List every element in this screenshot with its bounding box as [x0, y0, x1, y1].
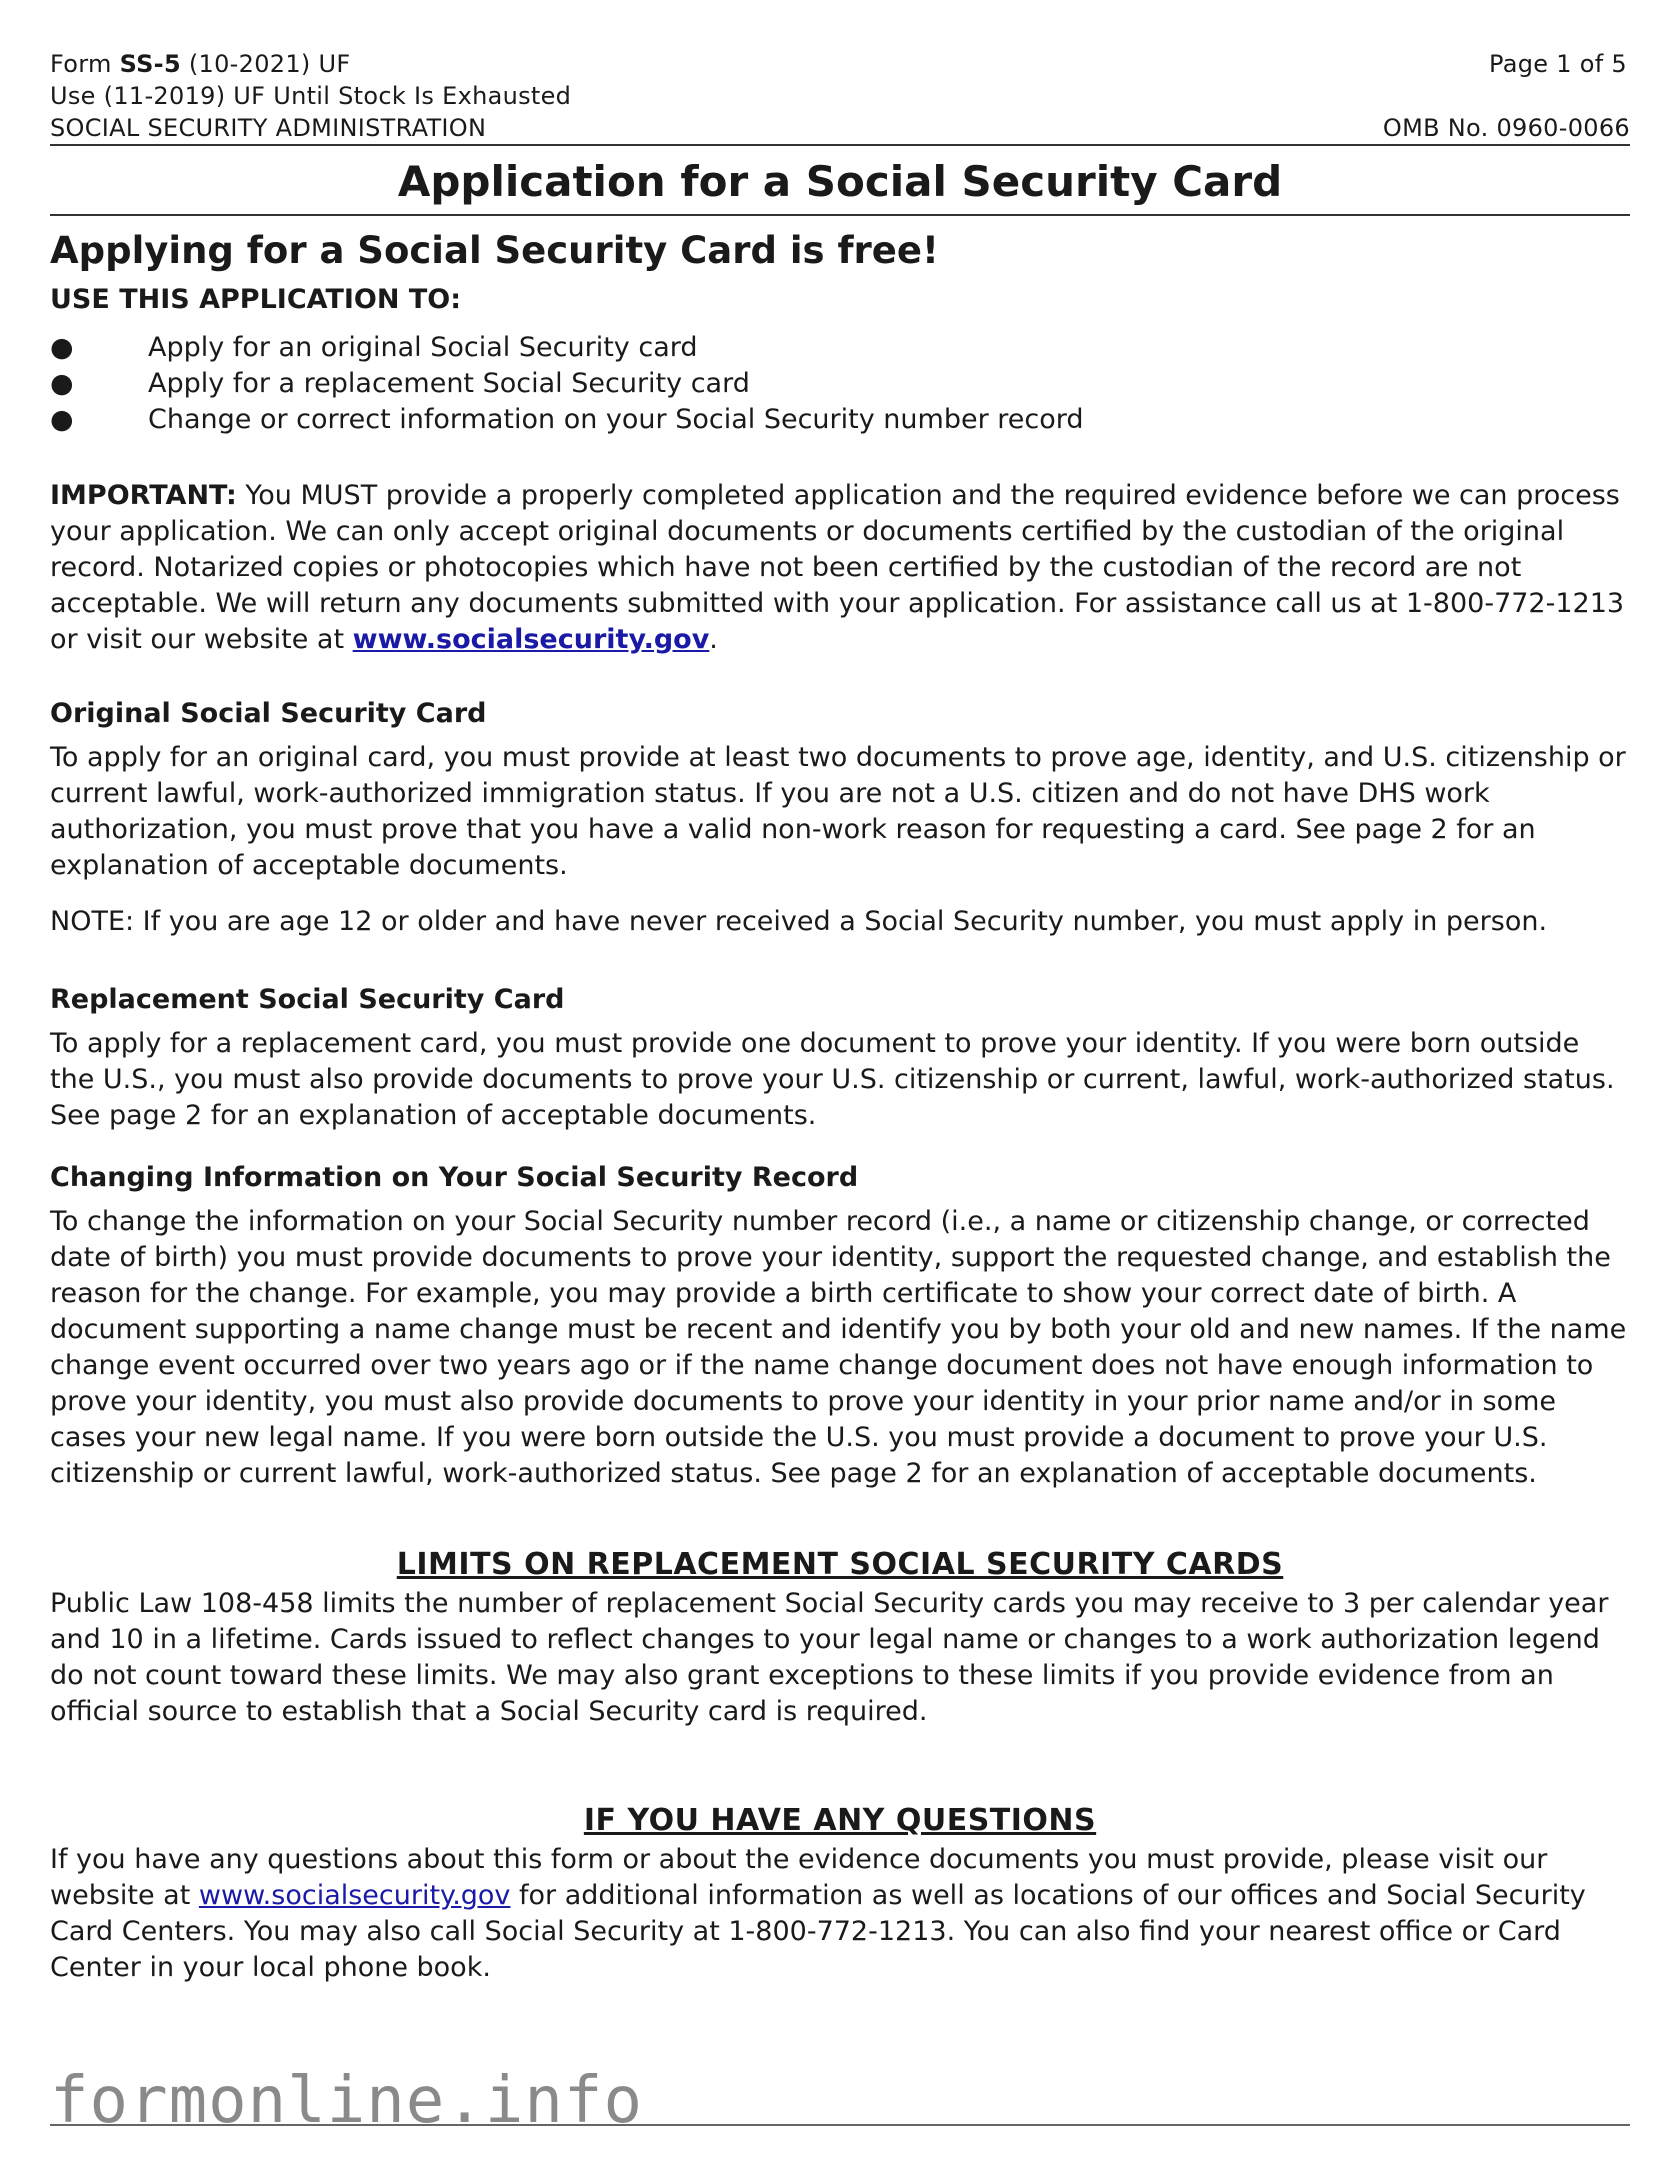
list-item: [50, 366, 1630, 402]
header-right: [1383, 48, 1630, 144]
questions-text-after: for additional information as well as locations of our offices and Social Security Card Centers. You may also call Social Security at 1-800-772-1213. You can also find your nearest office or Card Center in your local phone book.: [50, 1880, 1586, 1983]
original-card-heading: Original Social Security Card: [50, 698, 487, 729]
important-paragraph: [50, 478, 1630, 658]
watermark: formonline.info: [50, 2064, 643, 2138]
original-card-note: NOTE: If you are age 12 or older and have never received a Social Security number, you must apply in person.: [50, 906, 1548, 937]
list-item: [50, 330, 1630, 366]
limits-heading: LIMITS ON REPLACEMENT SOCIAL SECURITY CARDS: [396, 1547, 1284, 1582]
bullet-icon: ●: [50, 368, 74, 399]
use-heading: USE THIS APPLICATION TO:: [50, 284, 462, 315]
form-prefix: Form: [50, 50, 120, 78]
questions-text: [50, 1842, 1630, 1986]
agency-name: SOCIAL SECURITY ADMINISTRATION: [50, 114, 487, 142]
changing-info-text: To change the information on your Social Security number record (i.e., a name or citizenship change, or corrected date of birth) you must provide documents to prove your identity, support the requested change, and establish the reason for the change. For example, you may provide a birth certificate to show your correct date of birth. A document supporting a name change must be recent and identify you by both your old and new names. If the name change event occurred over two years ago or if the name change document does not have enough information to prove your identity, you must also provide documents to prove your identity in your prior name and/or in some cases your new legal name. If you were born outside the U.S. you must provide a document to prove your U.S. citizenship or current lawful, work-authorized status. See page 2 for an explanation of acceptable documents.: [50, 1206, 1627, 1489]
important-end: .: [709, 624, 718, 655]
original-card-text: To apply for an original card, you must provide at least two documents to prove age, identity, and U.S. citizenship or current lawful, work-authorized immigration status. If you are not a U.S. citizen and do not have DHS work authorization, you must prove that you have a valid non-work reason for requesting a card. See page 2 for an explanation of acceptable documents.: [50, 742, 1626, 881]
omb-number: OMB No. 0960-0066: [1382, 114, 1630, 142]
changing-info-heading: Changing Information on Your Social Security Record: [50, 1162, 859, 1193]
replacement-card-text: To apply for a replacement card, you must provide one document to prove your identity. If you were born outside the U.S., you must also provide documents to prove your U.S. citizenship or current, lawful, work-authorized status. See page 2 for an explanation of acceptable documents.: [50, 1028, 1615, 1131]
limits-text: Public Law 108-458 limits the number of replacement Social Security cards you may receive to 3 per calendar year and 10 in a lifetime. Cards issued to reflect changes to your legal name or changes to a work authorization legend do not count toward these limits. We may also grant exceptions to these limits if you provide evidence from an official source to establish that a Social Security card is required.: [50, 1588, 1609, 1727]
free-heading: Applying for a Social Security Card is free!: [50, 229, 939, 272]
list-item: [50, 402, 1630, 438]
bullet-icon: ●: [50, 404, 74, 435]
uses-list: [50, 330, 1630, 438]
form-page: [50, 48, 1630, 1986]
use-line: Use (11-2019) UF Until Stock Is Exhausted: [50, 82, 572, 110]
questions-heading: IF YOU HAVE ANY QUESTIONS: [583, 1803, 1097, 1838]
important-label: IMPORTANT:: [50, 480, 237, 511]
replacement-card-heading: Replacement Social Security Card: [50, 984, 565, 1015]
form-version: (10-2021) UF: [180, 50, 351, 78]
list-item-text: Apply for an original Social Security card: [148, 332, 698, 363]
list-item-text: Apply for a replacement Social Security card: [148, 368, 750, 399]
header-divider: [50, 144, 1630, 146]
form-header: [50, 48, 1630, 144]
questions-website-link[interactable]: www.socialsecurity.gov: [198, 1880, 511, 1911]
footer-divider: [50, 2124, 1630, 2126]
page-title: Application for a Social Security Card: [397, 157, 1283, 206]
questions-text-before: If you have any questions about this form or about the evidence documents you must provide, please visit our website at: [50, 1844, 1548, 1911]
list-item-text: Change or correct information on your Social Security number record: [148, 404, 1084, 435]
page-number: Page 1 of 5: [1489, 50, 1627, 78]
form-id-line: [50, 48, 571, 80]
form-id: SS-5: [119, 50, 181, 78]
title-divider: [50, 214, 1630, 216]
header-left: [50, 48, 571, 144]
spacer: [1383, 80, 1630, 112]
important-text: You MUST provide a properly completed application and the required evidence before we can process your application. We can only accept original documents or documents certified by the custodian of the original record. Notarized copies or photocopies which have not been certified by the custodian of the record are not acceptable. We will return any documents submitted with your application. For assistance call us at 1-800-772-1213 or visit our website at: [50, 480, 1625, 655]
bullet-icon: ●: [50, 332, 74, 363]
website-link[interactable]: www.socialsecurity.gov: [352, 624, 710, 655]
